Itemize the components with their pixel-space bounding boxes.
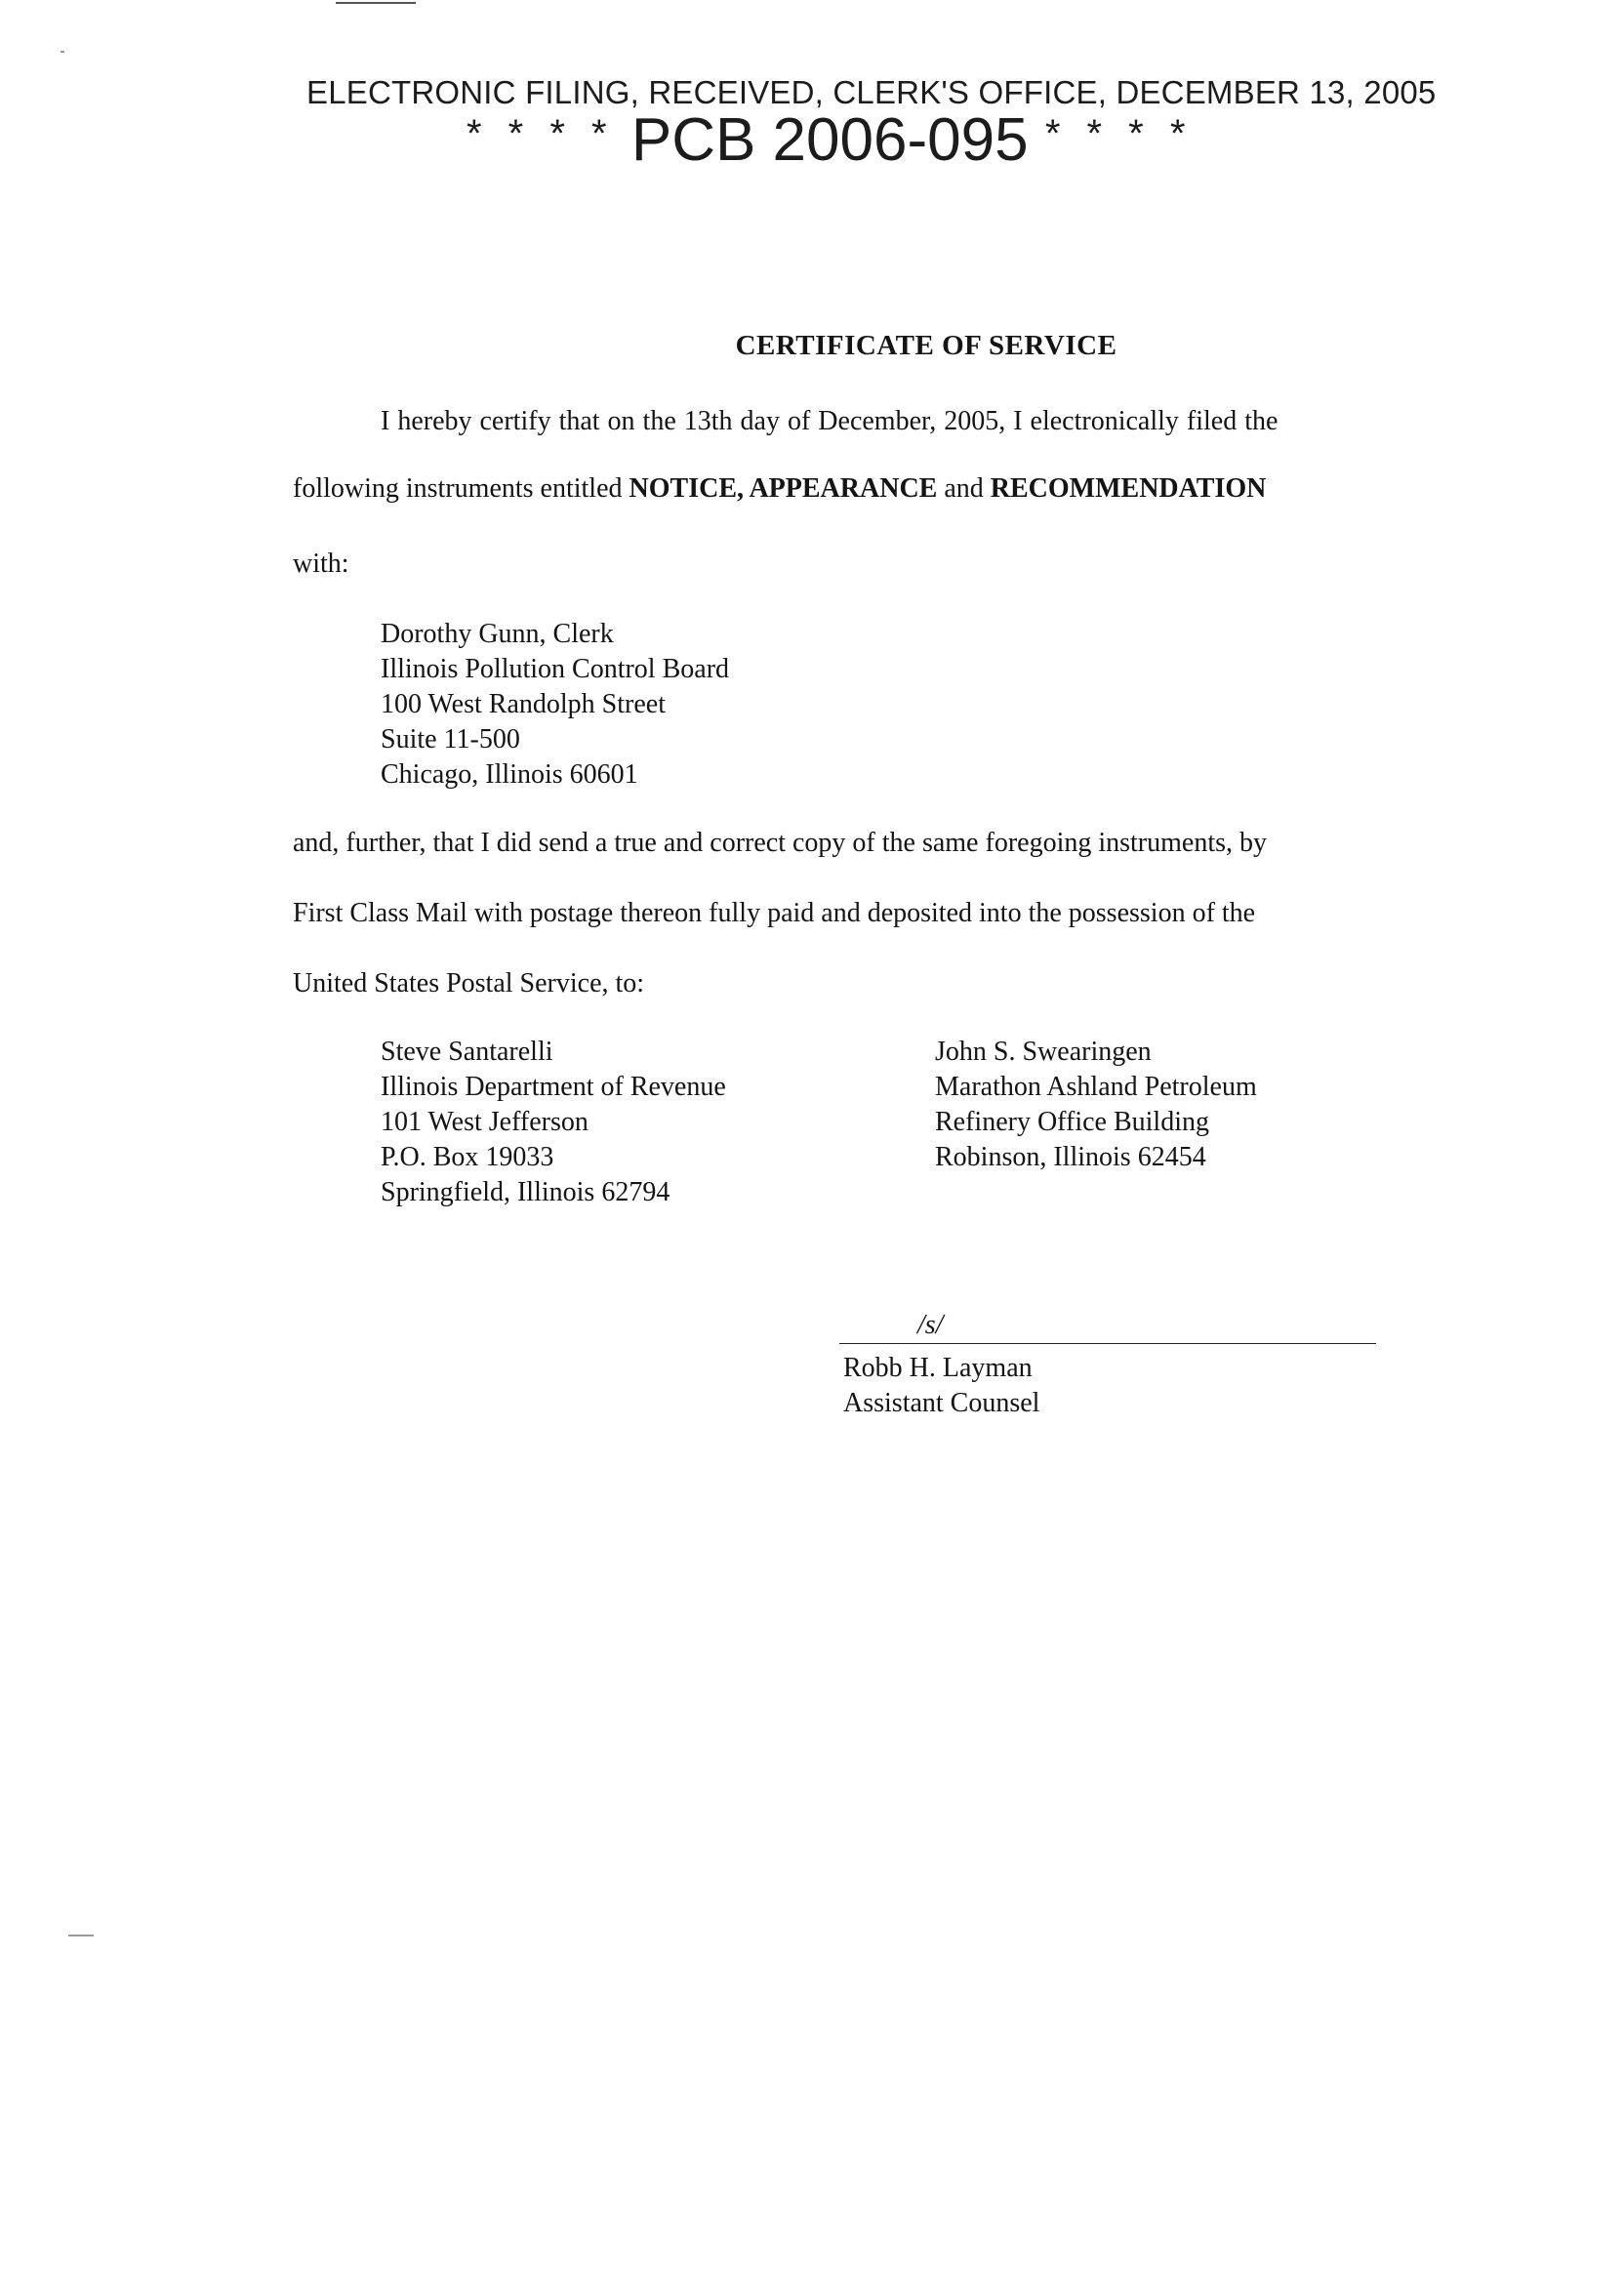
scan-artifact-speck xyxy=(61,51,64,53)
address-line: 100 West Randolph Street xyxy=(381,689,666,719)
case-number-stamp xyxy=(467,107,1193,174)
para1-line3: with: xyxy=(293,549,349,579)
para1-line1: I hereby certify that on the 13th day of December, 2005, I electronically filed the xyxy=(381,406,1279,436)
address-line: Suite 11-500 xyxy=(381,724,520,754)
para1-line2-prefix: following instruments entitled xyxy=(293,473,629,504)
signer-name: Robb H. Layman xyxy=(843,1353,1033,1383)
address-line: Springfield, Illinois 62794 xyxy=(381,1177,670,1207)
address-line: Illinois Department of Revenue xyxy=(381,1072,726,1102)
instrument-recommendation: RECOMMENDATION xyxy=(990,473,1267,504)
address-line: Marathon Ashland Petroleum xyxy=(935,1072,1257,1102)
address-line: Dorothy Gunn, Clerk xyxy=(381,619,614,649)
address-line: Robinson, Illinois 62454 xyxy=(935,1142,1206,1172)
para2-line3: United States Postal Service, to: xyxy=(293,968,645,998)
filing-stamp-line: ELECTRONIC FILING, RECEIVED, CLERK'S OFFICE, DECEMBER 13, 2005 xyxy=(306,74,1437,110)
instrument-names: NOTICE, APPEARANCE xyxy=(629,473,938,504)
recipient-left-address xyxy=(381,1035,726,1210)
case-number: PCB 2006-095 xyxy=(630,106,1029,174)
address-line: Chicago, Illinois 60601 xyxy=(381,759,638,790)
recipient-right-address xyxy=(935,1035,1257,1175)
address-line: Refinery Office Building xyxy=(935,1107,1209,1137)
para1-line2-and: and xyxy=(937,473,991,504)
signer-block xyxy=(843,1351,1039,1421)
address-line: P.O. Box 19033 xyxy=(381,1142,554,1172)
document-title-row xyxy=(0,330,1624,362)
scan-artifact-top-rule xyxy=(336,2,416,4)
address-line: John S. Swearingen xyxy=(935,1037,1152,1067)
clerk-address-block xyxy=(381,617,729,793)
signature-line xyxy=(839,1308,1376,1344)
scan-artifact-margin-dots xyxy=(68,1935,94,1936)
address-line: Illinois Pollution Control Board xyxy=(381,654,730,684)
signature-mark: /s/ xyxy=(917,1310,944,1340)
address-line: Steve Santarelli xyxy=(381,1037,553,1067)
para1-line2 xyxy=(293,473,1266,505)
stars-right: * * * * xyxy=(1044,112,1194,155)
para2-line1: and, further, that I did send a true and correct copy of the same foregoing instruments, by xyxy=(293,828,1268,858)
address-line: 101 West Jefferson xyxy=(381,1107,589,1137)
para2-line2: First Class Mail with postage thereon fully paid and deposited into the possession of the xyxy=(293,898,1256,928)
document-title: CERTIFICATE OF SERVICE xyxy=(735,330,1117,361)
stars-left: * * * * xyxy=(467,112,615,155)
signer-title: Assistant Counsel xyxy=(843,1388,1040,1418)
